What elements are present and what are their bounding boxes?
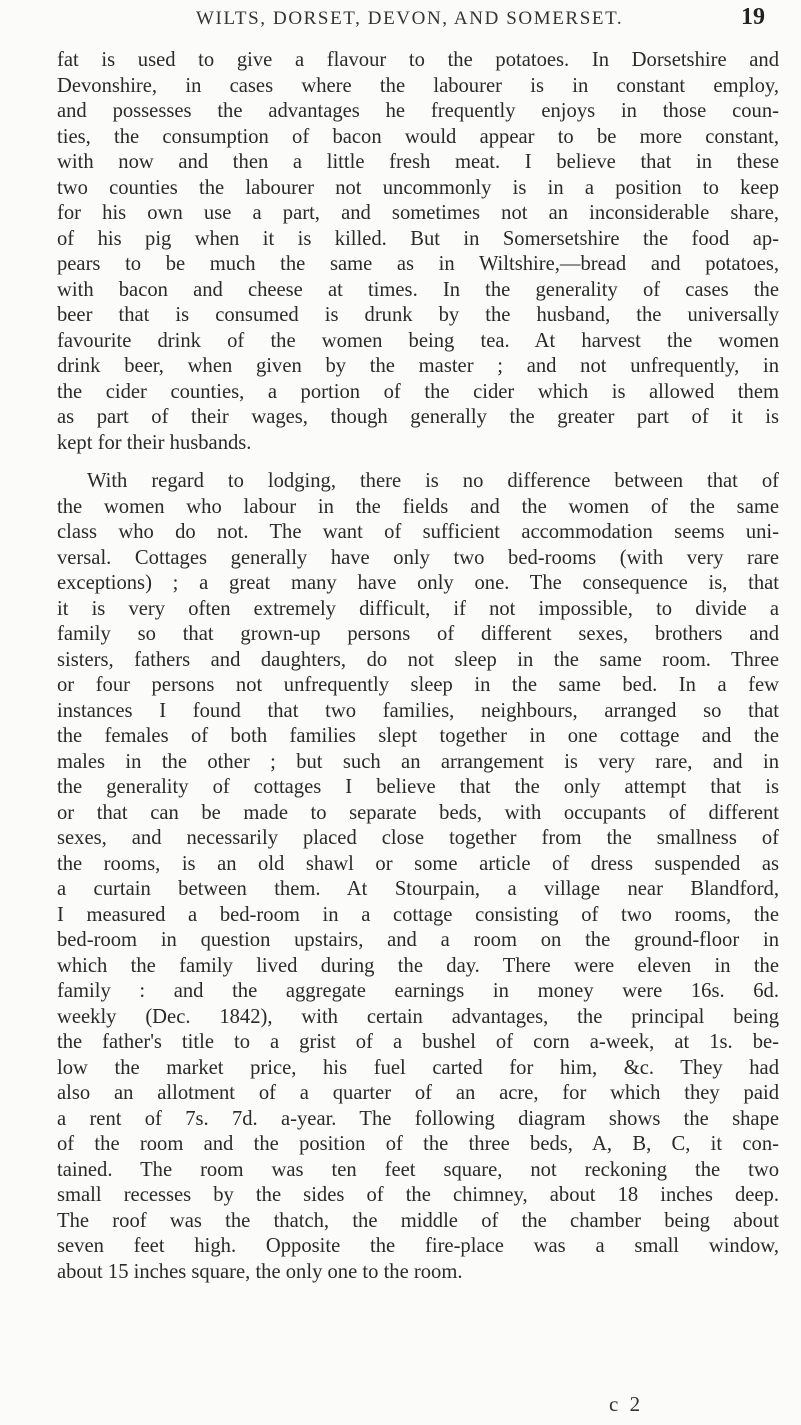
text-line: the females of both families slept together in one cottage and the — [57, 725, 779, 747]
text-line: Devonshire, in cases where the labourer is in constant employ, — [57, 74, 779, 97]
text-line: or four persons not unfrequently sleep in the same bed. In a few — [57, 674, 779, 696]
text-line: class who do not. The want of sufficient accommodation seems uni- — [57, 521, 779, 543]
text-line: a curtain between them. At Stourpain, a village near Blandford, — [57, 878, 779, 900]
paragraph-lodging — [57, 469, 779, 1285]
text-line: low the market price, his fuel carted for him, &c. They had — [57, 1056, 779, 1079]
text-line: family : and the aggregate earnings in money were 16s. 6d. — [57, 980, 779, 1002]
text-line: the generality of cottages I believe that the only attempt that is — [57, 776, 779, 798]
text-line: of the room and the position of the three beds, A, B, C, it con- — [57, 1133, 779, 1155]
text-line: bed-room in question upstairs, and a room on the ground-floor in — [57, 929, 779, 951]
text-line: about 15 inches square, the only one to the room. — [57, 1260, 463, 1283]
text-line: exceptions) ; a great many have only one. The consequence is, that — [57, 572, 779, 594]
text-line: the rooms, is an old shawl or some article of dress suspended as — [57, 852, 779, 875]
text-line: tained. The room was ten feet square, not reckoning the two — [57, 1158, 779, 1181]
paragraph-diet — [57, 48, 779, 456]
text-line: two counties the labourer not uncommonly is in a position to keep — [57, 176, 779, 199]
text-line: the cider counties, a portion of the cider which is allowed them — [57, 380, 779, 403]
page-number: 19 — [741, 4, 765, 30]
text-line: as part of their wages, though generally the greater part of it is — [57, 406, 779, 428]
text-line: ties, the consumption of bacon would appear to be more constant, — [57, 125, 779, 148]
text-line: and possesses the advantages he frequently enjoys in those coun- — [57, 100, 779, 122]
text-line: With regard to lodging, there is no difference between that of — [87, 470, 779, 492]
text-line: weekly (Dec. 1842), with certain advantages, the principal being — [57, 1005, 779, 1028]
paragraph-gap — [57, 456, 779, 469]
body-text — [57, 48, 779, 1285]
text-line: versal. Cottages generally have only two bed-rooms (with very rare — [57, 546, 779, 569]
text-line: males in the other ; but such an arrangement is very rare, and in — [57, 750, 779, 773]
text-line: small recesses by the sides of the chimney, about 18 inches deep. — [57, 1184, 779, 1206]
signature-mark: c 2 — [609, 1392, 644, 1416]
text-line: pears to be much the same as in Wiltshire,—bread and potatoes, — [57, 253, 779, 275]
text-line: beer that is consumed is drunk by the husband, the universally — [57, 304, 779, 326]
text-line: with now and then a little fresh meat. I believe that in these — [57, 151, 779, 173]
text-line: the father's title to a grist of a bushel of corn a-week, at 1s. be- — [57, 1031, 779, 1053]
text-line: favourite drink of the women being tea. At harvest the women — [57, 329, 779, 352]
text-line: a rent of 7s. 7d. a-year. The following diagram shows the shape — [57, 1107, 779, 1130]
text-line: The roof was the thatch, the middle of the chamber being about — [57, 1209, 779, 1232]
text-line: with bacon and cheese at times. In the generality of cases the — [57, 278, 779, 301]
text-line: kept for their husbands. — [57, 431, 252, 454]
text-line: I measured a bed-room in a cottage consisting of two rooms, the — [57, 903, 779, 926]
running-title: WILTS, DORSET, DEVON, AND SOMERSET. — [196, 8, 624, 29]
text-line: it is very often extremely difficult, if not impossible, to divide a — [57, 597, 779, 620]
text-line: for his own use a part, and sometimes not an inconsiderable share, — [57, 202, 779, 224]
text-line: fat is used to give a flavour to the potatoes. In Dorsetshire and — [57, 49, 779, 71]
text-line: sisters, fathers and daughters, do not sleep in the same room. Three — [57, 648, 779, 671]
text-line: sexes, and necessarily placed close together from the smallness of — [57, 827, 779, 849]
running-head — [0, 2, 801, 36]
text-line: family so that grown-up persons of different sexes, brothers and — [57, 623, 779, 645]
text-line: seven feet high. Opposite the fire-place was a small window, — [57, 1235, 779, 1257]
text-line: or that can be made to separate beds, with occupants of different — [57, 801, 779, 824]
text-line: also an allotment of a quarter of an acre, for which they paid — [57, 1082, 779, 1104]
text-line: drink beer, when given by the master ; and not unfrequently, in — [57, 355, 779, 377]
text-line: the women who labour in the fields and the women of the same — [57, 495, 779, 518]
text-line: instances I found that two families, neighbours, arranged so that — [57, 699, 779, 722]
text-line: which the family lived during the day. There were eleven in the — [57, 954, 779, 977]
text-line: of his pig when it is killed. But in Somersetshire the food ap- — [57, 227, 779, 250]
